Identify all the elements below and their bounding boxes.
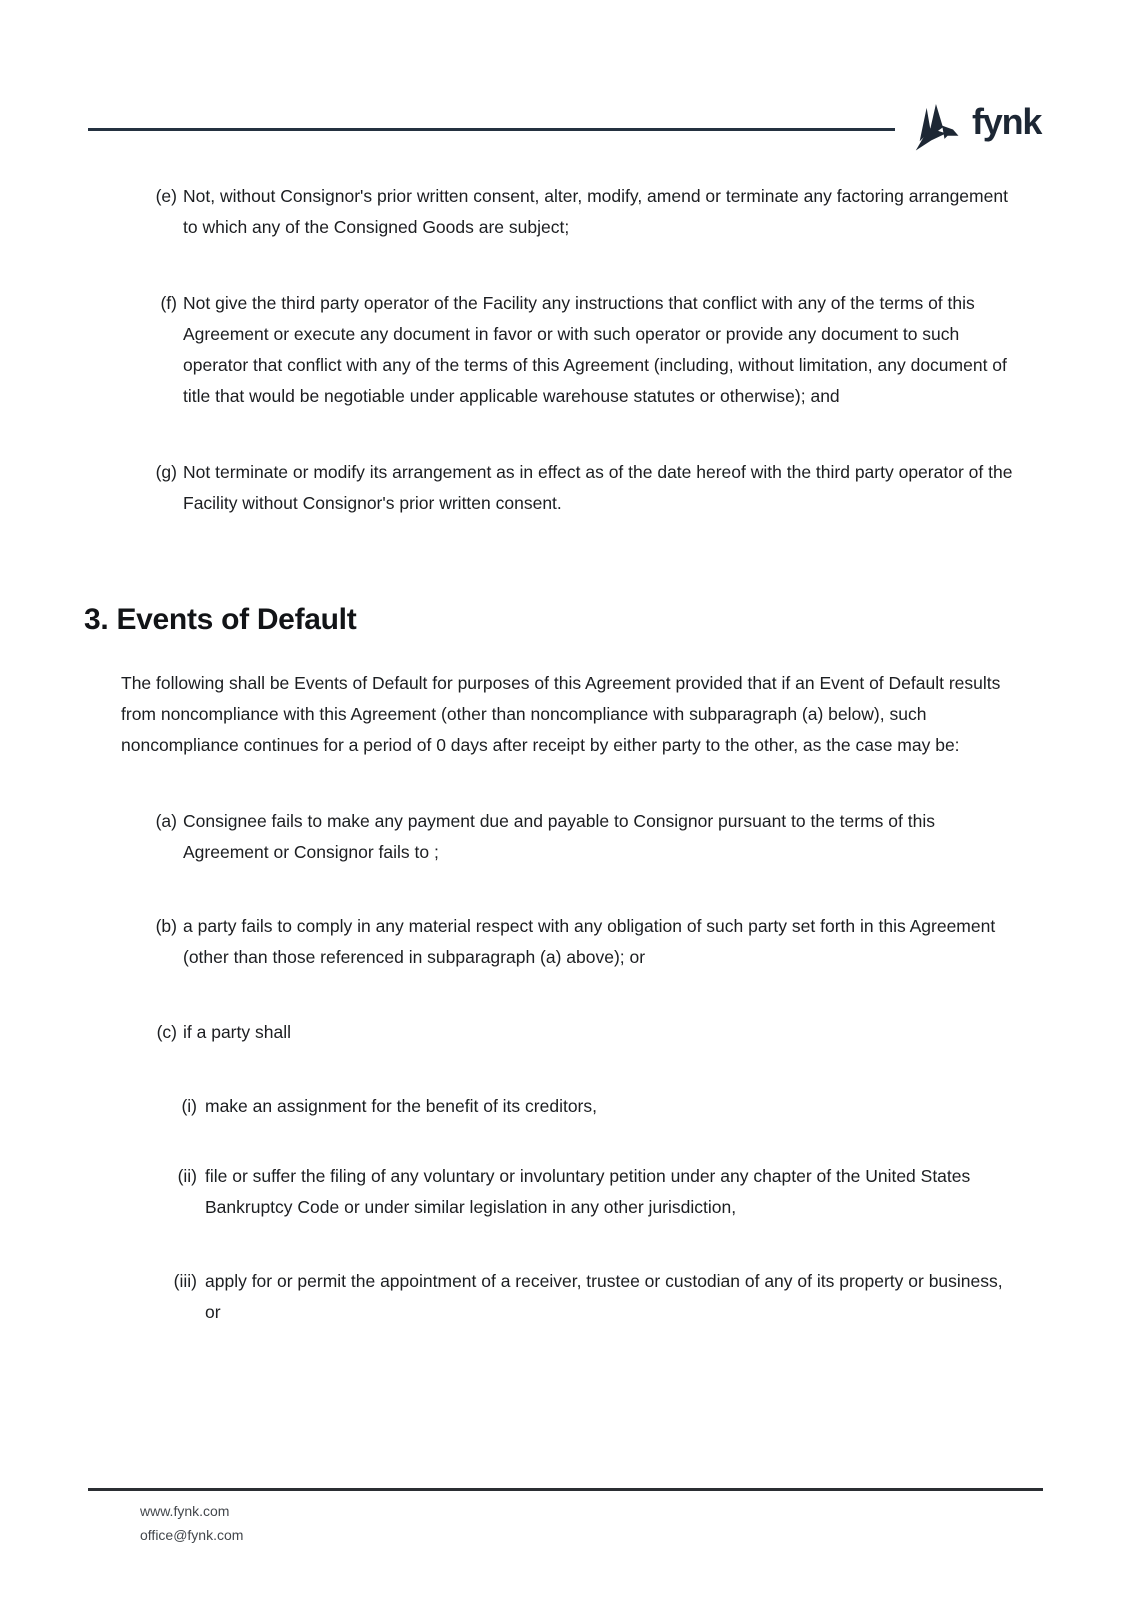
footer-email: office@fynk.com	[140, 1527, 244, 1543]
clause-text: Not, without Consignor's prior written consent, alter, modify, amend or terminate any factoring arrangement to which any of the Consigned Goods are subject;	[183, 186, 1008, 237]
clause-e	[0, 181, 1131, 243]
clause-list-events	[0, 806, 1131, 1048]
subclause-marker: (i)	[181, 1096, 197, 1116]
clause-b	[0, 911, 1131, 973]
section-intro-paragraph: The following shall be Events of Default for purposes of this Agreement provided that if an Event of Default results from noncompliance with this Agreement (other than noncompliance with subparagraph (a) below), such noncompliance continues for a period of 0 days after receipt by either party to the other, as the case may be:	[121, 673, 1001, 755]
clause-marker: (c)	[156, 1022, 177, 1042]
subclause-list	[0, 1091, 1131, 1328]
clause-marker: (f)	[160, 293, 177, 313]
clause-marker: (a)	[155, 811, 177, 831]
clause-marker: (b)	[155, 916, 177, 936]
clause-a	[0, 806, 1131, 868]
subclause-text: apply for or permit the appointment of a receiver, trustee or custodian of any of its property or business, or	[205, 1271, 1003, 1322]
footer-divider	[88, 1488, 1043, 1491]
clause-f	[0, 288, 1131, 412]
logo-wordmark: fynk	[972, 101, 1042, 142]
footer	[140, 1499, 243, 1547]
subclause-text: make an assignment for the benefit of its creditors,	[205, 1096, 597, 1116]
clause-marker: (g)	[155, 462, 177, 482]
subclause-text: file or suffer the filing of any voluntary or involuntary petition under any chapter of the United States Bankruptcy Code or under similar legislation in any other jurisdiction,	[205, 1166, 971, 1217]
subclause-ii	[0, 1161, 1131, 1223]
clause-text: if a party shall	[183, 1022, 291, 1042]
subclause-i	[0, 1091, 1131, 1122]
subclause-iii	[0, 1266, 1131, 1328]
clause-text: Consignee fails to make any payment due and payable to Consignor pursuant to the terms of this Agreement or Consignor fails to ;	[183, 811, 935, 862]
clause-text: Not terminate or modify its arrangement as in effect as of the date hereof with the third party operator of the Facility without Consignor's prior written consent.	[183, 462, 1013, 513]
footer-website: www.fynk.com	[140, 1503, 230, 1519]
subclause-marker: (iii)	[173, 1271, 197, 1291]
clause-list-top	[0, 181, 1131, 519]
clause-marker: (e)	[155, 186, 177, 206]
subclause-marker: (ii)	[177, 1166, 197, 1186]
section-heading-events-of-default: 3. Events of Default	[84, 603, 357, 636]
clause-g	[0, 457, 1131, 519]
clause-text: a party fails to comply in any material respect with any obligation of such party set forth in this Agreement (other than those referenced in subparagraph (a) above); or	[183, 916, 996, 967]
clause-text: Not give the third party operator of the Facility any instructions that conflict with any of the terms of this Agreement or execute any document in favor or with such operator or provide any document to such operator that conflict with any of the terms of this Agreement (including, without limitation, any document of title that would be negotiable under applicable warehouse statutes or otherwise); and	[183, 293, 1007, 406]
clause-c	[0, 1017, 1131, 1048]
